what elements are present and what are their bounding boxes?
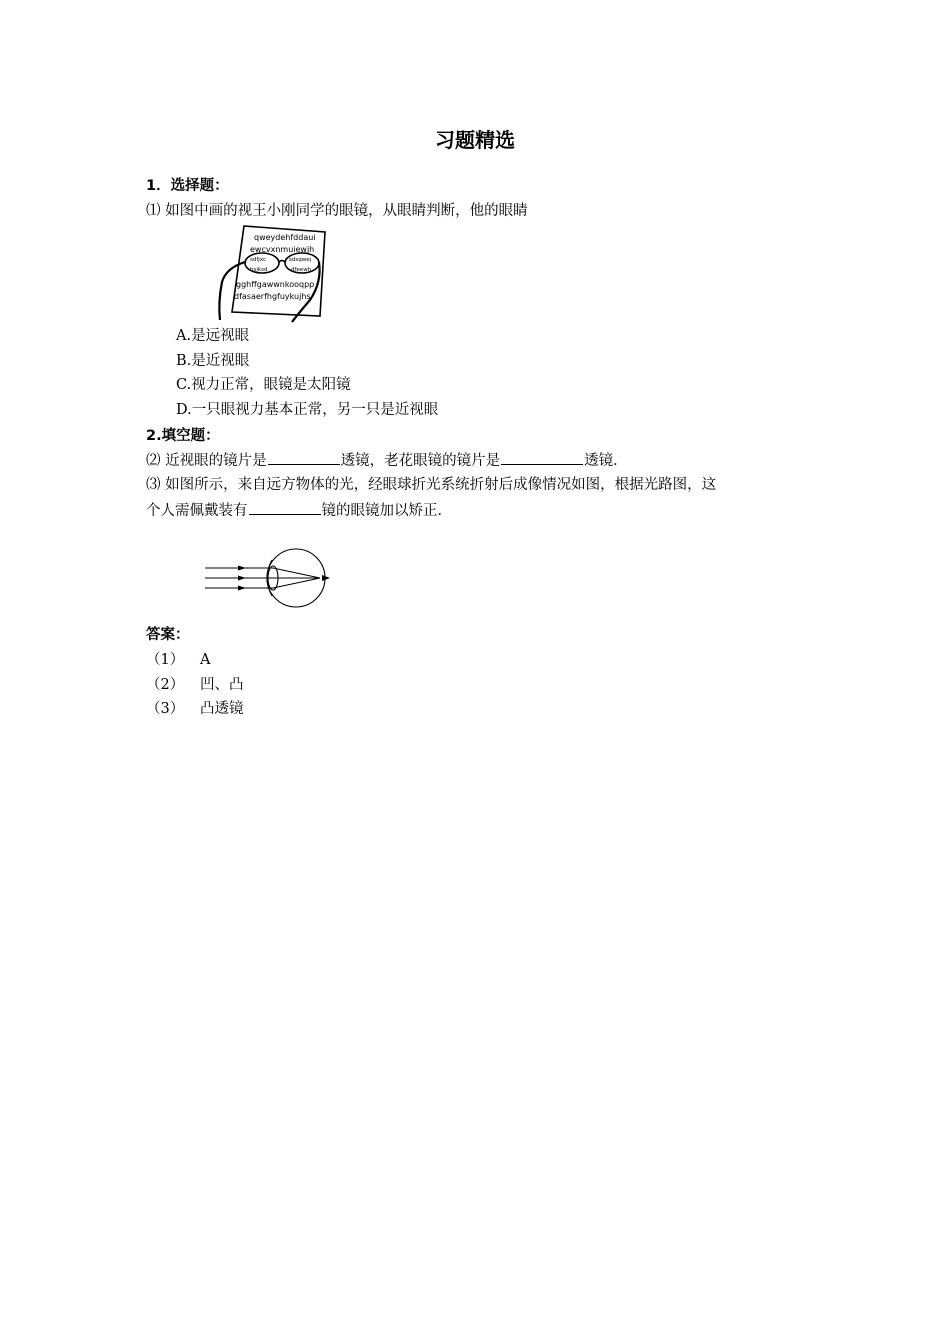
- answer-item-2: [146, 675, 244, 695]
- answer-text: A: [200, 652, 211, 668]
- eye-chart-glasses-figure: [210, 222, 330, 324]
- answer-text: 凹、凸: [200, 677, 244, 693]
- question-3-line2: [146, 500, 452, 521]
- chart-line-6: dfasaerfhgfuykujhs: [234, 292, 311, 301]
- chart-line-5: gghffgawwnkooqpp: [236, 280, 315, 289]
- question-1-stem: ⑴ 如图中画的视王小刚同学的眼镜，从眼睛判断，他的眼睛: [146, 203, 528, 219]
- question-3-part2: 镜的眼镜加以矫正．: [321, 503, 452, 519]
- answer-number: （1）: [146, 652, 185, 668]
- question-2-part1: ⑵ 近视眼的镜片是: [146, 453, 267, 469]
- chart-line-2: ewcvxnmuiewjh: [250, 245, 315, 254]
- question-3-part1: 个人需佩戴装有: [146, 503, 248, 519]
- page-title: 习题精选: [435, 128, 515, 152]
- section2-heading: 2.填空题：: [146, 428, 220, 444]
- question-2-part3: 透镜．: [584, 453, 628, 469]
- option-b: B.是近视眼: [176, 353, 250, 369]
- chart-line-3a: sdfjxc: [250, 257, 267, 263]
- answer-text: 凸透镜: [200, 701, 244, 717]
- option-a: A.是远视眼: [176, 328, 250, 344]
- answer-item-1: [146, 650, 210, 670]
- chart-line-1: qweydehfddaui: [254, 233, 316, 242]
- answer-blank-2[interactable]: [501, 450, 583, 465]
- chart-line-3b: sdsqwej: [289, 257, 312, 263]
- answer-number: （3）: [146, 701, 185, 717]
- option-d: D.一只眼视力基本正常，另一只是近视眼: [176, 402, 439, 418]
- answer-blank-3[interactable]: [249, 500, 321, 515]
- answer-blank-1[interactable]: [268, 450, 340, 465]
- eyeball-light-path-figure: [200, 546, 336, 612]
- question-2: [146, 450, 628, 471]
- question-3-line1: ⑶ 如图所示，来自远方物体的光，经眼球折光系统折射后成像情况如图，根据光路图，这: [146, 477, 717, 493]
- option-c: C.视力正常，眼镜是太阳镜: [176, 377, 351, 393]
- answer-item-3: [146, 699, 244, 719]
- section1-heading: 1．选择题：: [146, 178, 229, 194]
- question-2-part2: 透镜，老花眼镜的镜片是: [340, 453, 501, 469]
- answer-number: （2）: [146, 677, 185, 693]
- chart-line-4b: dfeewh: [291, 267, 312, 273]
- answers-heading: 答案：: [146, 627, 190, 643]
- chart-line-4a: hsjksd: [250, 267, 268, 273]
